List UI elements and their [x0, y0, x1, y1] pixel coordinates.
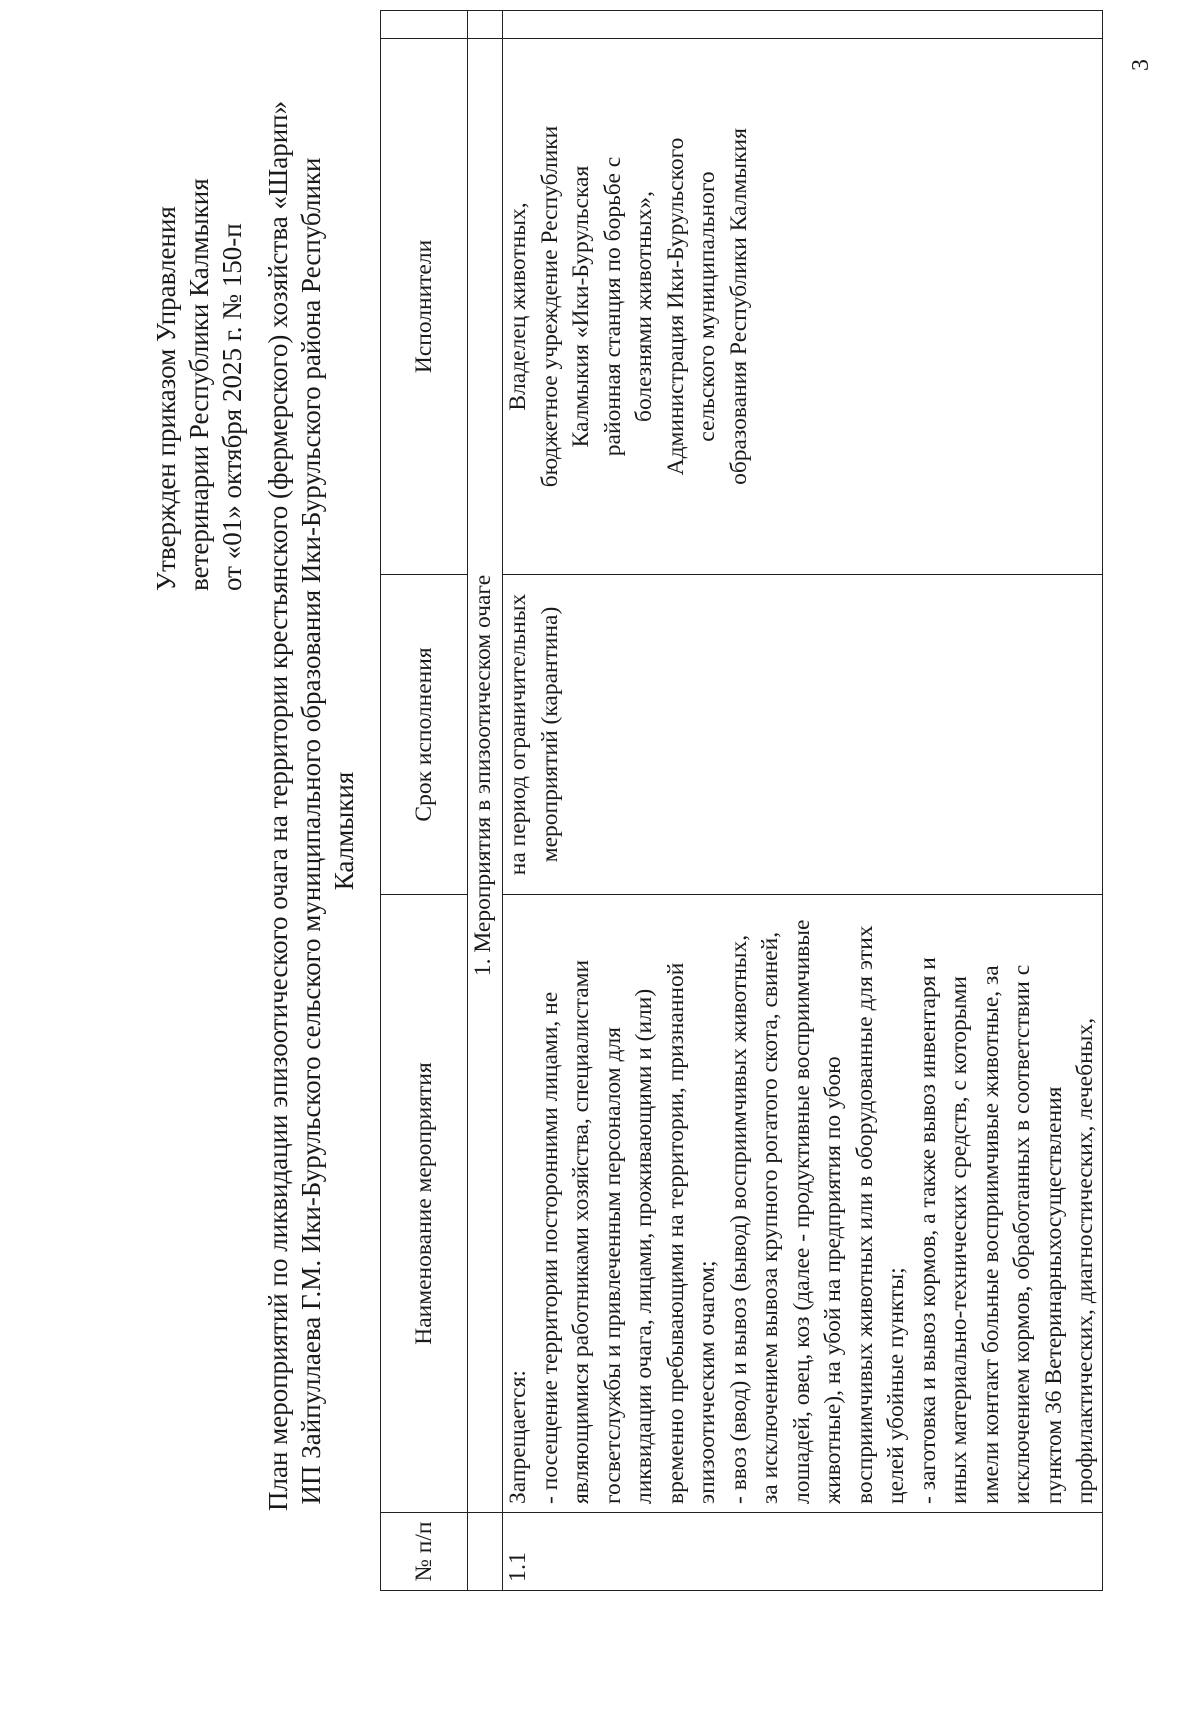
measure-line: - заготовка и вывоз кормов, а также вывоз инвентаря и — [914, 957, 941, 1504]
measure-line: профилактических, диагностических, лечебных, — [1072, 1017, 1098, 1504]
measure-line: исключением кормов, обработанных в соответствии с — [1009, 964, 1035, 1504]
section-title: 1. Мероприятия в эпизоотическом очаге — [468, 39, 503, 1513]
header-term: Срок исполнения — [381, 575, 468, 895]
row-term — [503, 575, 1103, 895]
executor-line: бюджетное учреждение Республики — [536, 125, 563, 488]
measure-line: являющимися работниками хозяйства, специалистами — [568, 959, 594, 1504]
measures-table — [380, 10, 1103, 1591]
title-line: ИП Зайпуллаева Г.М. Ики-Бурульского сельского муниципального образования Ики-Бурульского района Республики — [296, 157, 326, 1505]
measure-line: иных материально-технических средств, с которыми — [946, 975, 972, 1504]
measure-line: Запрещается: — [505, 1370, 531, 1504]
document-title — [262, 100, 361, 1511]
row-executors — [503, 39, 1103, 575]
measure-line: временно пребывающими на территории, признанной — [662, 962, 689, 1504]
measure-line: лошадей, овец, коз (далее - продуктивные восприимчивые — [788, 919, 815, 1504]
measure-line: за исключением вывоза крупного рогатого скота, свиней, — [757, 931, 783, 1504]
row-spacer — [503, 11, 1103, 39]
measure-line: ликвидации очага, лицами, проживающими и (или) — [631, 988, 657, 1504]
section-spacer — [468, 1513, 503, 1591]
page-number: 3 — [1128, 59, 1154, 71]
approval-stamp — [150, 131, 249, 591]
table-header-row — [381, 11, 468, 1591]
row-number: 1.1 — [503, 1513, 1103, 1591]
section-spacer-right — [468, 11, 503, 39]
section-row — [468, 11, 503, 1591]
header-num: № п/п — [381, 1513, 468, 1591]
approval-line: от «01» октября 2025 г. № 150-п — [217, 223, 247, 591]
measure-line: животные), на убой на предприятия по убою — [820, 1056, 846, 1504]
measure-line: восприимчивых животных или в оборудованные для этих — [851, 925, 878, 1504]
executor-line: сельского муниципального — [694, 171, 720, 442]
measure-line: пунктом 36 Ветеринарныхосуществления — [1040, 1086, 1067, 1504]
approval-line: ветеринарии Республики Калмыкия — [184, 178, 214, 591]
executor-line: образования Республики Калмыкия — [725, 128, 752, 485]
table-row — [503, 11, 1103, 1591]
header-exec: Исполнители — [381, 39, 468, 575]
term-line: на период ограничительных — [505, 593, 531, 876]
term-line: мероприятий (карантина) — [536, 606, 563, 863]
executor-line: болезнями животных», — [631, 190, 657, 423]
title-line: План мероприятий по ликвидации эпизоотического очага на территории крестьянского (фермерского) хозяйства «Шарип» — [263, 100, 293, 1511]
measure-line: госветслужбы и привлеченным персоналом для — [599, 1027, 626, 1504]
measure-line: эпизоотическим очагом; — [694, 1260, 720, 1504]
row-measure — [503, 895, 1103, 1513]
measure-line: - ввоз (ввод) и вывоз (вывод) восприимчивых животных, — [725, 934, 752, 1504]
title-line: Калмыкия — [329, 771, 359, 891]
measure-line: имели контакт больные восприимчивые животные, за — [977, 965, 1004, 1504]
approval-line: Утвержден приказом Управления — [151, 206, 181, 591]
executor-line: Владелец животных, — [505, 202, 531, 411]
header-spacer — [381, 11, 468, 39]
measure-line: целей убойные пункты; — [883, 1267, 909, 1504]
executor-line: Администрация Ики-Бурульского — [662, 137, 689, 476]
header-name: Наименование мероприятия — [381, 895, 468, 1513]
executor-line: Калмыкия «Ики-Бурульская — [568, 165, 594, 448]
measure-line: - посещение территории посторонними лицами, не — [536, 991, 563, 1504]
executor-line: районная станция по борьбе с — [599, 156, 626, 457]
